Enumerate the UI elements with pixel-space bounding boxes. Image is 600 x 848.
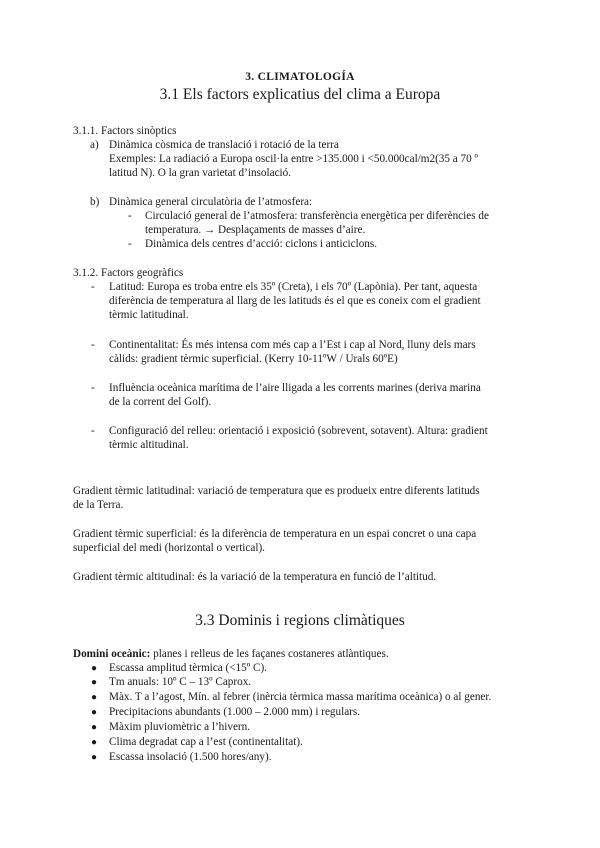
item-b-title: Dinàmica general circulatòria de l’atmosfera: — [109, 196, 313, 208]
continentalitat-line-2: càlids: gradient tèrmic superficial. (Kerry 10-11ºW / Urals 60ºE) — [109, 353, 398, 365]
bullet-icon: ● — [91, 707, 98, 718]
item-a-title: Dinàmica còsmica de translació i rotació de la terra — [109, 139, 339, 151]
relleu-line-2: tèrmic altitudinal. — [109, 439, 189, 451]
influencia-line-2: de la corrent del Golf). — [109, 396, 212, 408]
item-b-2-line-1: Dinàmica dels centres d’acció: ciclons i anticiclons. — [145, 238, 378, 250]
continentalitat-line-1: Continentalitat: És més intensa com més cap a l’Est i cap al Nord, lluny dels mars — [109, 339, 476, 351]
bullet-icon: ● — [91, 663, 98, 674]
document-title: 3. CLIMATOLOGÍA — [245, 71, 355, 83]
dash-bullet: - — [128, 238, 132, 250]
def-latitudinal-line-2: de la Terra. — [73, 499, 124, 511]
bullet-icon: ● — [91, 677, 98, 688]
subsection-3-1-1-heading: 3.1.1. Factors sinòptics — [73, 125, 177, 137]
latitud-line-2: diferència de temperatura al llarg de les latituds és el que es coneix com el gradient — [109, 295, 481, 307]
subsection-3-1-2-heading: 3.1.2. Factors geogràfics — [73, 267, 184, 279]
item-b-1-line-2: temperatura. → Desplaçaments de masses d’aire. — [145, 224, 366, 236]
def-superficial-line-2: superficial del medi (horizontal o vertical). — [73, 542, 265, 554]
bullet-icon: ● — [91, 722, 98, 733]
item-a-line-1: Exemples: La radiació a Europa oscil·la entre >135.000 i <50.000cal/m2(35 a 70 º — [109, 153, 479, 165]
influencia-line-1: Influència oceànica marítima de l’aire lligada a les corrents marines (deriva marina — [109, 382, 481, 394]
domini-item-6: Clima degradat cap a l’est (continentalitat). — [109, 736, 303, 748]
def-superficial-line-1: Gradient tèrmic superficial: és la diferència de temperatura en un espai concret o una capa — [73, 528, 477, 540]
domini-oceanic-intro — [73, 647, 389, 662]
bullet-icon: ● — [91, 752, 98, 763]
dash-bullet: - — [91, 339, 95, 351]
dash-bullet: - — [91, 425, 95, 437]
dash-bullet: - — [91, 281, 95, 293]
bullet-icon: ● — [91, 692, 98, 703]
domini-item-3: Màx. T a l’agost, Mín. al febrer (inèrcia tèrmica massa marítima oceànica) o al gener. — [109, 691, 492, 703]
item-a-line-2: latitud N). O la gran varietat d’insolació. — [109, 167, 292, 179]
domini-oceanic-label: Domini oceànic: — [73, 648, 151, 660]
domini-item-4: Precipitacions abundants (1.000 – 2.000 mm) i regulars. — [109, 706, 361, 718]
domini-item-5: Màxim pluviomètric a l’hivern. — [109, 721, 251, 733]
def-altitudinal-line-1: Gradient tèrmic altitudinal: és la variació de la temperatura en funció de l’altitud. — [73, 571, 437, 583]
relleu-line-1: Configuració del relleu: orientació i exposició (sobrevent, sotavent). Altura: gradient — [109, 425, 488, 437]
section-3-3-heading: 3.3 Dominis i regions climàtiques — [195, 612, 405, 629]
item-b-marker: b) — [90, 196, 100, 208]
domini-item-1: Escassa amplitud tèrmica (<15º C). — [109, 662, 267, 674]
item-a-marker: a) — [90, 139, 99, 151]
domini-item-2: Tm anuals: 10º C – 13º Caprox. — [109, 676, 252, 688]
domini-oceanic-text: planes i relleus de les façanes costaneres atlàntiques. — [150, 648, 389, 660]
section-3-1-heading: 3.1 Els factors explicatius del clima a Europa — [159, 86, 441, 103]
dash-bullet: - — [91, 382, 95, 394]
latitud-line-3: tèrmic latitudinal. — [109, 309, 189, 321]
latitud-line-1: Latitud: Europa es troba entre els 35º (Creta), i els 70º (Lapònia). Per tant, aquesta — [109, 281, 478, 293]
item-b-1-line-1: Circulació general de l’atmosfera: transferència energètica per diferències de — [145, 210, 489, 222]
domini-item-7: Escassa insolació (1.500 hores/any). — [109, 751, 272, 763]
bullet-icon: ● — [91, 737, 98, 748]
def-latitudinal-line-1: Gradient tèrmic latitudinal: variació de temperatura que es produeix entre diferents latituds — [73, 485, 480, 497]
dash-bullet: - — [128, 210, 132, 222]
